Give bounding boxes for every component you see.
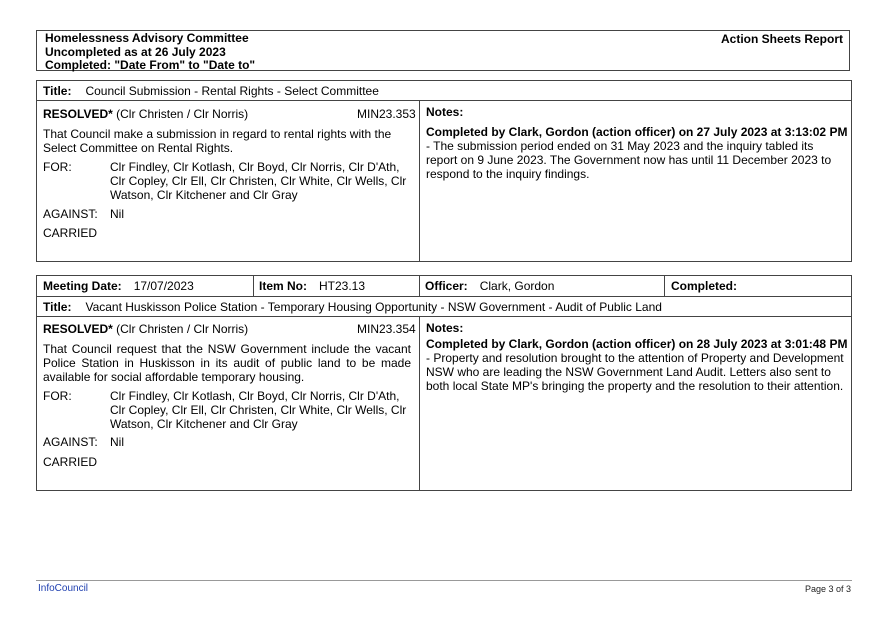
movers: (Clr Christen / Clr Norris) xyxy=(116,107,249,121)
for-list: Clr Findley, Clr Kotlash, Clr Boyd, Clr Norris, Clr D'Ath, Clr Copley, Clr Ell, Clr Christen, Clr White, Clr Wells, Clr Watson, Clr Kitchener and Clr Gray xyxy=(110,160,407,202)
report-header xyxy=(36,30,850,71)
notes-separator: - xyxy=(426,351,434,365)
action-item-1 xyxy=(36,80,852,262)
meeting-date-label: Meeting Date: xyxy=(43,279,122,293)
carried-label: CARRIED xyxy=(43,455,98,469)
notes-completed: Completed by Clark, Gordon (action officer) on 28 July 2023 at 3:01:48 PM xyxy=(426,337,848,351)
against-value: Nil xyxy=(110,435,124,449)
notes-body: The submission period ended on 31 May 2023 and the inquiry tabled its report on 9 June 2023. The Government now has until 11 December 2023 to respond to the inquiry findings. xyxy=(426,139,832,181)
item-no: HT23.13 xyxy=(319,279,366,293)
resolved-label: RESOLVED* xyxy=(43,107,113,121)
completed-range: Completed: "Date From" to "Date to" xyxy=(45,58,256,72)
notes-panel xyxy=(420,317,851,490)
resolution-text: That Council make a submission in regard to rental rights with the Select Committee on Rental Rights. xyxy=(43,127,392,155)
officer-label: Officer: xyxy=(425,279,468,293)
resolution-text: That Council request that the NSW Government include the vacant Police Station in Huskisson in its audit of public land to be made available for social affordable temporary housing. xyxy=(43,342,411,384)
notes-label: Notes: xyxy=(426,105,464,119)
notes-label: Notes: xyxy=(426,321,464,335)
notes-text xyxy=(426,337,848,393)
against-label: AGAINST: xyxy=(43,435,98,449)
notes-text xyxy=(426,125,848,181)
against-value: Nil xyxy=(110,207,124,221)
for-list: Clr Findley, Clr Kotlash, Clr Boyd, Clr Norris, Clr D'Ath, Clr Copley, Clr Ell, Clr Christen, Clr White, Clr Wells, Clr Watson, Clr Kitchener and Clr Gray xyxy=(110,389,407,431)
for-label: FOR: xyxy=(43,160,72,174)
notes-separator: - xyxy=(426,139,434,153)
title-row xyxy=(37,297,851,317)
minute-number: MIN23.354 xyxy=(357,322,416,336)
for-label: FOR: xyxy=(43,389,72,403)
uncompleted-date: Uncompleted as at 26 July 2023 xyxy=(45,44,226,59)
against-label: AGAINST: xyxy=(43,207,98,221)
meta-row xyxy=(37,276,851,297)
item-title: Council Submission - Rental Rights - Select Committee xyxy=(85,84,379,98)
item-title: Vacant Huskisson Police Station - Temporary Housing Opportunity - NSW Government - Audit of Public Land xyxy=(85,300,662,314)
officer-name: Clark, Gordon xyxy=(479,279,555,293)
title-label: Title: xyxy=(43,84,72,98)
report-title: Action Sheets Report xyxy=(720,32,843,46)
notes-panel xyxy=(420,101,851,261)
footer-brand: InfoCouncil xyxy=(38,583,89,594)
header-left xyxy=(45,32,255,73)
committee-name: Homelessness Advisory Committee xyxy=(45,31,249,45)
meeting-date: 17/07/2023 xyxy=(133,279,194,293)
item-no-label: Item No: xyxy=(259,279,307,293)
title-label: Title: xyxy=(43,300,72,314)
carried-label: CARRIED xyxy=(43,226,98,240)
resolved-label: RESOLVED* xyxy=(43,322,113,336)
movers: (Clr Christen / Clr Norris) xyxy=(116,322,249,336)
footer-divider xyxy=(36,580,852,581)
completed-label: Completed: xyxy=(671,279,737,293)
minute-number: MIN23.353 xyxy=(357,107,416,121)
action-item-2 xyxy=(36,275,852,491)
page-number: Page 3 of 3 xyxy=(804,584,851,594)
notes-completed: Completed by Clark, Gordon (action officer) on 27 July 2023 at 3:13:02 PM xyxy=(426,125,848,139)
notes-body: Property and resolution brought to the attention of Property and Development NSW who are leading the NSW Government Land Audit. Letters also sent to both local State MP's bringing the property and the resolution to their attention. xyxy=(426,351,844,393)
title-row xyxy=(37,81,851,101)
